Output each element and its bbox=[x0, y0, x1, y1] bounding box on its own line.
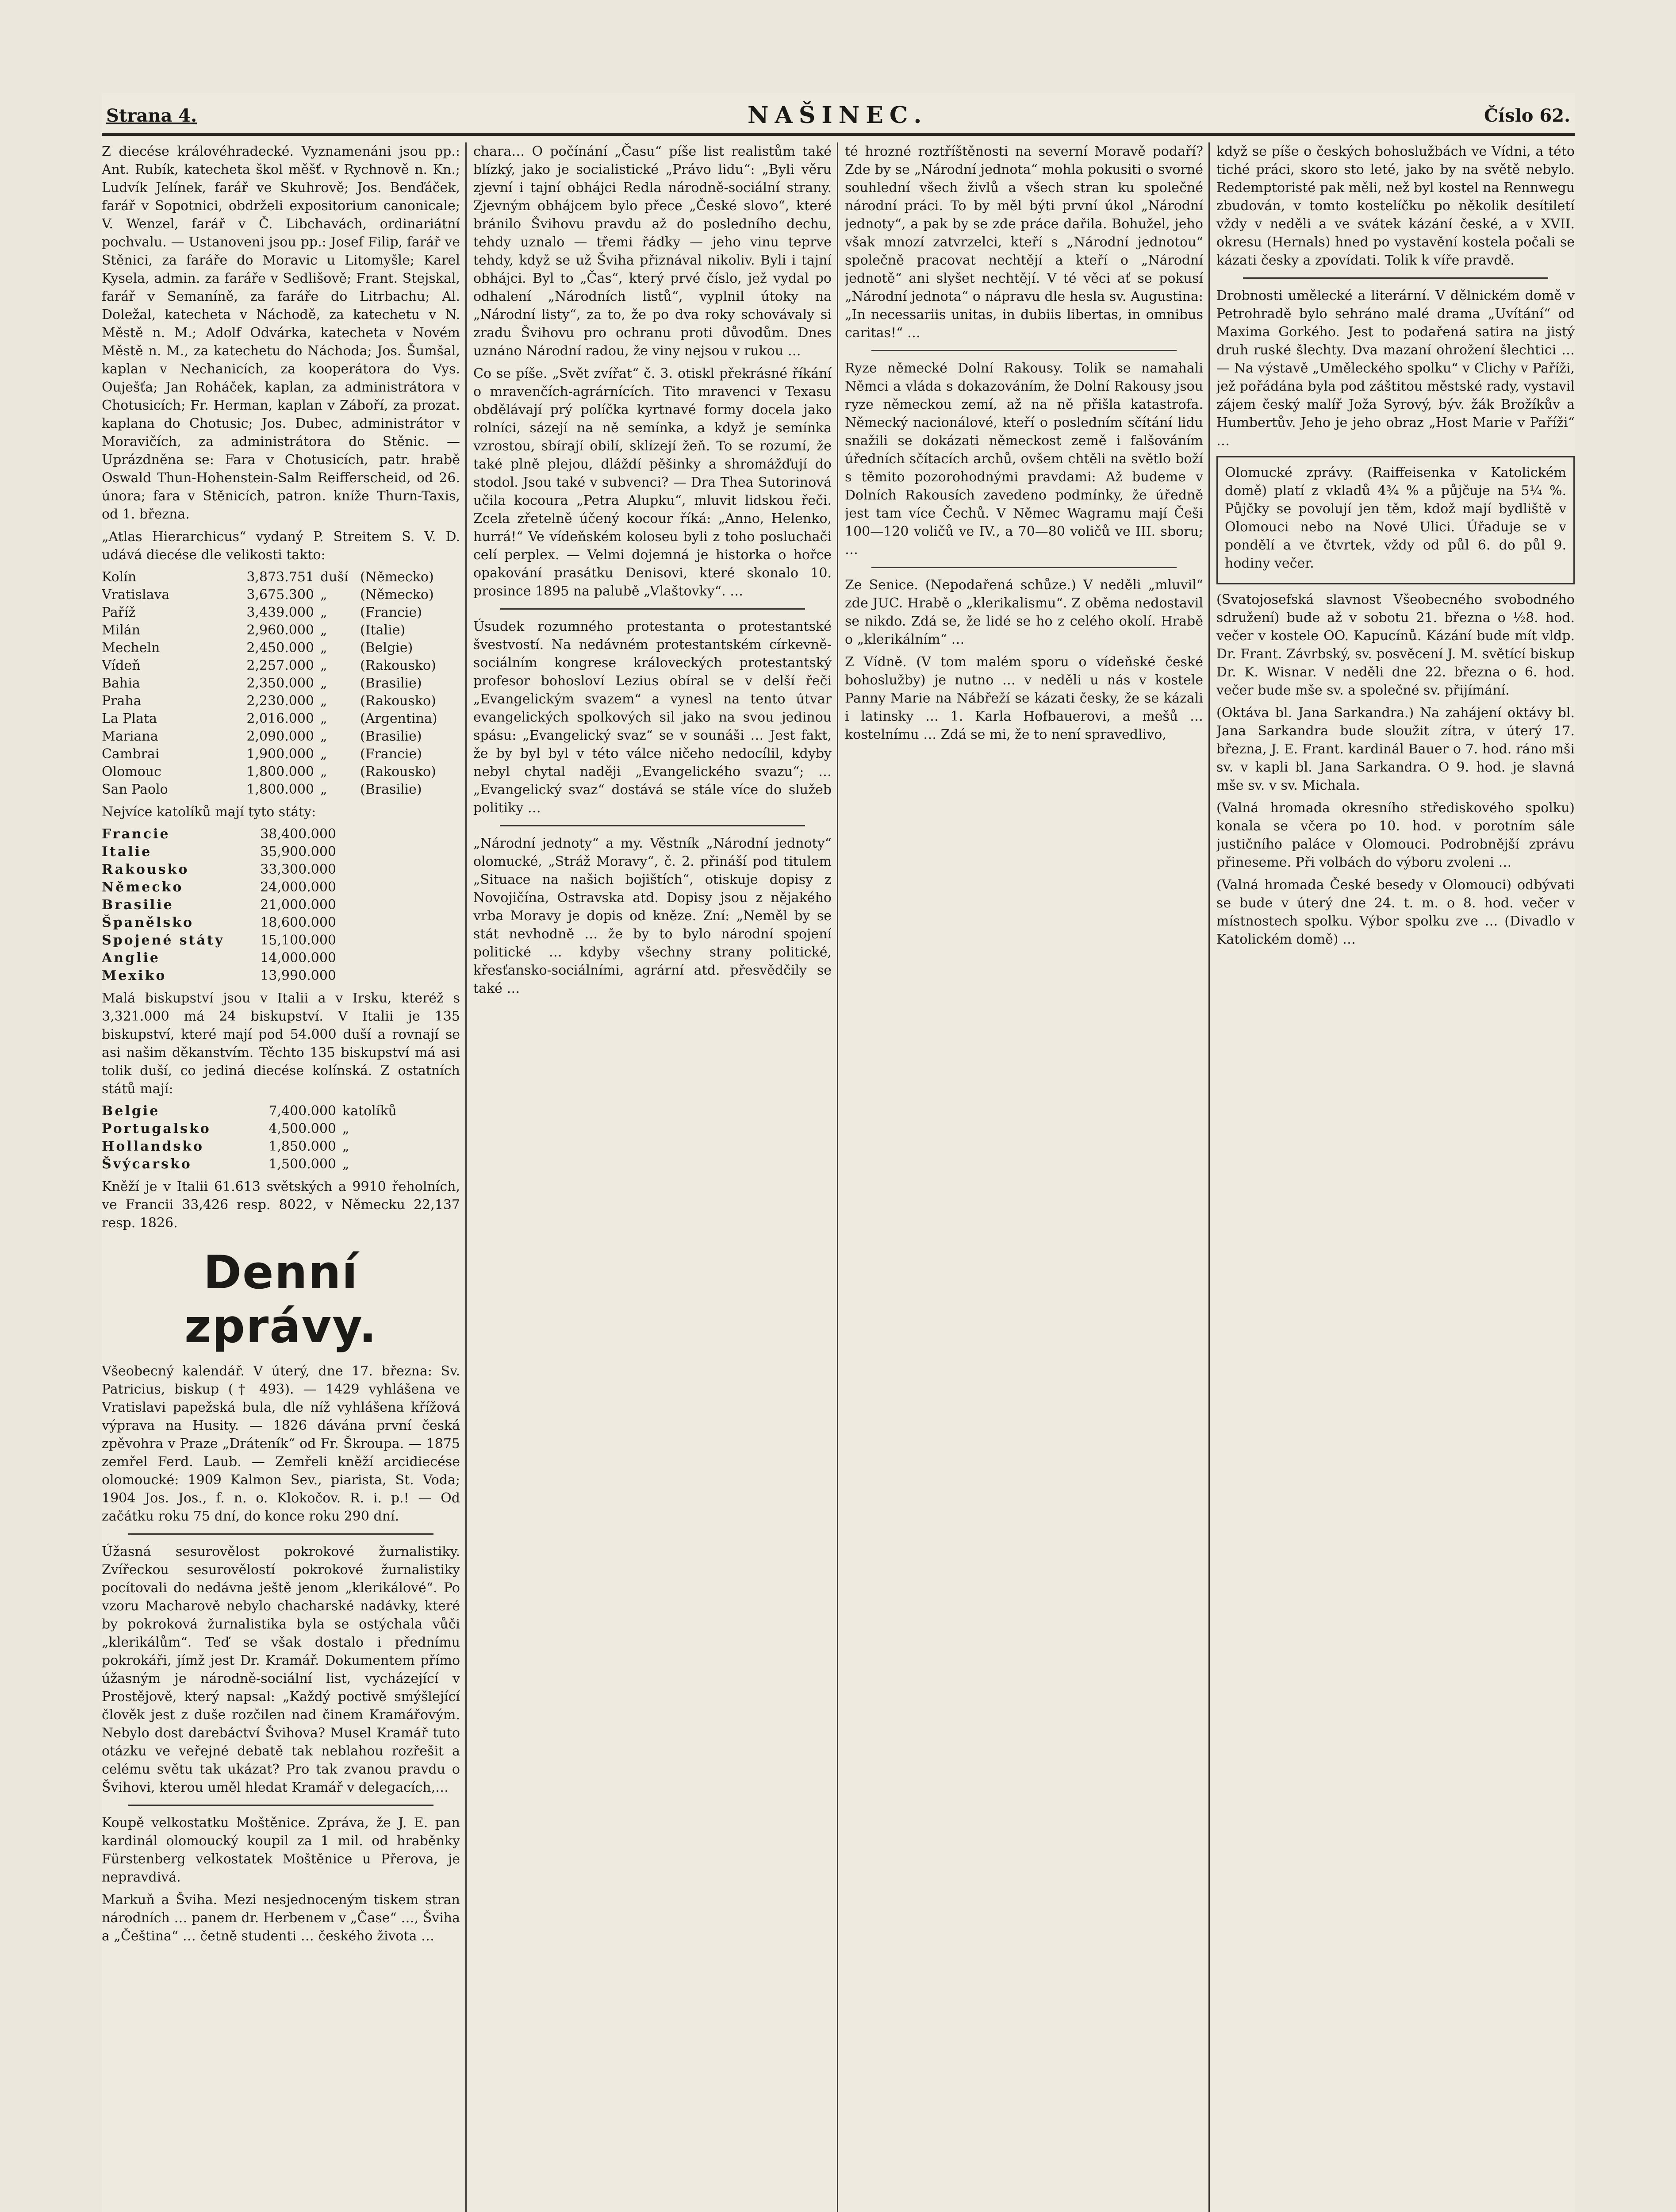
diocese-name: Praha bbox=[102, 693, 142, 709]
diocese-count: 2,230.000 bbox=[246, 693, 314, 709]
diocese-count: 3,439.000 bbox=[246, 605, 314, 620]
diocese-country: (Italie) bbox=[360, 622, 406, 638]
diocese-unit: „ bbox=[320, 729, 327, 744]
diocese-country: (Brasilie) bbox=[360, 782, 422, 797]
diocese-row bbox=[102, 728, 460, 745]
states-intro: Nejvíce katolíků mají tyto státy: bbox=[102, 804, 316, 820]
article-bishoprics: Malá biskupství jsou v Italii a v Irsku, kteréž s 3,321.000 má 24 biskupství. V Italii je 135 biskupství, které mají pod 54.000 duší a rovnají se asi našim děkanstvím. Těchto 135 biskupství má asi tolik duší, co jediná diecése kolínská. Z ostatních států mají: bbox=[102, 991, 460, 1097]
diocese-count: 3,873.751 bbox=[246, 569, 314, 585]
diocese-count: 2,350.000 bbox=[246, 676, 314, 691]
article-sarkander: (Oktáva bl. Jana Sarkandra.) Na zahájení oktávy bl. Jana Sarkandra bude sloužit zítra, v úterý 17. března, J. E. Frant. kardinál Bauer o 7. hod. ráno mši sv. v kapli bl. Jana Sarkandra. O 9. hod. je slavná mše sv. v sv. Michala. bbox=[1216, 705, 1575, 793]
diocese-unit: „ bbox=[320, 746, 327, 762]
state-unit: „ bbox=[342, 1139, 349, 1154]
state-row bbox=[102, 949, 460, 967]
diocese-count: 3,675.300 bbox=[246, 587, 314, 603]
diocese-row bbox=[102, 710, 460, 728]
diocese-unit: „ bbox=[320, 764, 327, 780]
diocese-name: Mariana bbox=[102, 729, 158, 744]
state-row bbox=[102, 896, 460, 914]
diocese-name: Bahia bbox=[102, 676, 140, 691]
diocese-count: 2,090.000 bbox=[246, 729, 314, 744]
diocese-count: 2,960.000 bbox=[246, 622, 314, 638]
diocese-name: Cambrai bbox=[102, 746, 160, 762]
article-vienna: Z Vídně. (V tom malém sporu o vídeňské české bohoslužby) je nutno … v neděli u nás v kostele Panny Marie na Nábřeží se kázati česky, že se kázali i latinsky … 1. Karla Hofbauerovi, a mešů … kostelnímu … Zdá se mi, že to není spravedlivo, bbox=[845, 654, 1203, 742]
diocese-row bbox=[102, 692, 460, 710]
diocese-name: Kolín bbox=[102, 569, 137, 585]
diocese-country: (Argentina) bbox=[360, 711, 437, 726]
divider bbox=[1243, 277, 1548, 279]
diocese-country: (Rakousko) bbox=[360, 764, 436, 780]
diocese-unit: „ bbox=[320, 605, 327, 620]
diocese-name: Vídeň bbox=[102, 658, 141, 673]
state-name: Hollandsko bbox=[102, 1139, 204, 1154]
state-name: Anglie bbox=[102, 950, 160, 966]
diocese-count: 1,800.000 bbox=[246, 782, 314, 797]
column-1 bbox=[102, 142, 460, 2212]
states-table bbox=[102, 826, 460, 985]
article-markun-sviha: Markuň a Šviha. Mezi nesjednoceným tiskem stran národních … panem dr. Herbenem v „Čase“ …, Šviha a „Čeština“ … četně studenti … českého života … bbox=[102, 1892, 460, 1944]
column-4 bbox=[1216, 142, 1575, 2212]
diocese-unit: „ bbox=[320, 782, 327, 797]
state-row bbox=[102, 1156, 460, 1173]
diocese-count: 2,450.000 bbox=[246, 640, 314, 656]
state-name: Mexiko bbox=[102, 968, 167, 983]
diocese-row bbox=[102, 622, 460, 639]
state-name: Italie bbox=[102, 844, 152, 860]
issue-number: Číslo 62. bbox=[1484, 105, 1570, 126]
state-count: 1,500.000 bbox=[268, 1156, 336, 1172]
diocese-unit: „ bbox=[320, 640, 327, 656]
diocese-name: Vratislava bbox=[102, 587, 170, 603]
diocese-name: Mecheln bbox=[102, 640, 160, 656]
state-row bbox=[102, 1138, 460, 1156]
diocese-country: (Rakousko) bbox=[360, 693, 436, 709]
article-vienna-cont: když se píše o českých bohoslužbách ve Vídni, a této tiché práci, skoro sto leté, jako by na světě nebylo. Redemptoristé pak měli, než byl kostel na Rennwegu zbudován, v tomto kostelíčku po několik desítiletí vždy v neděli a ve svátek kázání české, a v XVII. okresu (Hernals) hned po vystavění kostela počali se kázati česky a zpovídati. Tolik k víře pravdě. bbox=[1216, 144, 1575, 268]
diocese-country: (Brasilie) bbox=[360, 729, 422, 744]
state-count: 21,000.000 bbox=[260, 897, 336, 913]
diocese-country: (Francie) bbox=[360, 746, 422, 762]
state-row bbox=[102, 932, 460, 949]
diocese-country: (Belgie) bbox=[360, 640, 413, 656]
state-row bbox=[102, 967, 460, 985]
state-name: Švýcarsko bbox=[102, 1156, 192, 1172]
state-count: 4,500.000 bbox=[268, 1121, 336, 1137]
state-count: 13,990.000 bbox=[260, 968, 336, 983]
state-name: Spojené státy bbox=[102, 933, 225, 948]
diocese-row bbox=[102, 745, 460, 763]
column-2 bbox=[473, 142, 832, 2212]
state-count: 24,000.000 bbox=[260, 879, 336, 895]
article-diocese-hradec: Z diecése královéhradecké. Vyznamenáni jsou pp.: Ant. Rubík, katecheta škol měšť. v Rychnově n. Kn.; Ludvík Jelínek, farář ve Skuhrově; Jos. Benďáček, farář v Sopotnici, obdrželi expositorium canonicale; V. Wenzel, farář v Č. Libchavách, ordinariátní pochvalu. — Ustanoveni jsou pp.: Josef Filip, farář ve Stěnici, za faráře do Moravic u Litomyšle; Karel Kysela, admin. za faráře v Sedlišově; Frant. Stejskal, farář v Semaníně, za faráře do Litrbachu; Al. Doležal, katecheta v Náchodě, za katechetu v N. Městě n. M.; Adolf Odvárka, katecheta v Novém Městě n. M., za katechetu do Náchoda; Jos. Šumšal, kaplan v Nechanicích, za kooperátora do Vys. Ouješťa; Jan Roháček, kaplan, za administrátora v Chotusicích; Fr. Herman, kaplan v Záboří, za prozat. kaplana do Chotusic; Jos. Dubec, administrátor v Moravičích, za administrátora do Stěnic. — Uprázdněna se: Fara v Chotusicích, patr. hrabě Oswald Thun-Hohenstein-Salm Reifferscheid, od 26. února; fara v Stěnicích, patron. kníže Thurn-Taxis, od 1. března. bbox=[102, 144, 460, 522]
article-lower-austria: Ryze německé Dolní Rakousy. Tolik se namahali Němci a vláda s dokazováním, že Dolní Rakousy jsou ryze německou zemí, až na ně přišla katastrofa. Německý nacionálové, kteří o posledním sčítání lidu snažili se dokázati německost země i falšováním úředních sčítacích archů, ovšem chtěli na světlo boží s těmito pozorohodnými pravdami: Až budeme v Dolních Rakousích zavedeno podmínky, že úředně jest tam více Čechů. V Němec Wagramu mají Češi 100—120 voličů ve IV., a 70—80 voličů ve III. sboru; … bbox=[845, 361, 1203, 557]
article-atlas-intro: „Atlas Hierarchicus“ vydaný P. Streitem S. V. D. udává diecése dle velikosti takto: bbox=[102, 529, 460, 563]
diocese-country: (Francie) bbox=[360, 605, 422, 620]
article-art-literature: Drobnosti umělecké a literární. V dělnickém domě v Petrohradě bylo sehráno malé drama „Uvítání“ od Maxima Gorkého. Jest to podařená satira na jistý druh ruské šlechty. Dva mazaní ohrožení šlechtici … — Na výstavě „Uměleckého spolku“ v Clichy v Paříži, jež pořádána byla pod záštitou městské rady, vystavil zájem český malíř Joža Syrový, býv. žák Brožíkův a Humbertův. Jeho je jeho obraz „Host Marie v Paříži“ … bbox=[1216, 288, 1575, 449]
state-count: 14,000.000 bbox=[260, 950, 336, 966]
state-row bbox=[102, 879, 460, 896]
column-rule bbox=[465, 142, 467, 2212]
diocese-count: 1,900.000 bbox=[246, 746, 314, 762]
divider bbox=[500, 825, 805, 826]
divider bbox=[128, 1805, 433, 1806]
state-count: 7,400.000 bbox=[268, 1103, 336, 1119]
diocese-table bbox=[102, 568, 460, 799]
state-unit: „ bbox=[342, 1121, 349, 1137]
diocese-row bbox=[102, 657, 460, 675]
masthead: NAŠINEC. bbox=[748, 102, 928, 129]
page-header bbox=[102, 93, 1575, 136]
diocese-count: 1,800.000 bbox=[246, 764, 314, 780]
section-title-daily-news: Denní zprávy. bbox=[184, 1245, 377, 1353]
article-senice: Ze Senice. (Nepodařená schůze.) V neděli „mluvil“ zde JUC. Hrabě o „klerikalismu“. Z oběma nedostavil se nikdo. Zdá se, že lidé se ho z celého okolí. Hrabě o „klerikálním“ … bbox=[845, 577, 1203, 647]
diocese-unit: duší bbox=[320, 569, 349, 585]
diocese-name: Olomouc bbox=[102, 764, 161, 780]
state-row bbox=[102, 914, 460, 932]
newspaper-page bbox=[102, 93, 1575, 2212]
state-name: Belgie bbox=[102, 1103, 160, 1119]
state-row bbox=[102, 843, 460, 861]
state-name: Německo bbox=[102, 879, 184, 895]
article-journalism: Úžasná sesurovělost pokrokové žurnalistiky. Zvířeckou sesurovělostí pokrokové žurnalistiky pocítovali do nedávna ještě jenom „klerikálové“. Po vzoru Macharově nebylo chacharské nadávky, které by pokroková žurnalistika byla se ostýchala vůči „klerikálům“. Teď se však dostalo i přednímu pokrokáři, jímž jest Dr. Kramář. Dokumentem přímo úžasným je národně-sociální list, vycházející v Prostějově, který napsal: „Každý poctivě smýšlející člověk jest z duše rozčilen nad činem Kramářovým. Nebylo dost darebáctví Švihova? Musel Kramář tuto otázku ve veřejné debatě tak neblahou rozřešit a celému světu tak ukázat? Pro tak zvanou pravdu o Švihovi, kterou uměl hledat Kramář v delegacích,… bbox=[102, 1544, 460, 1795]
state-row bbox=[102, 1102, 460, 1120]
diocese-name: San Paolo bbox=[102, 782, 168, 797]
diocese-row bbox=[102, 568, 460, 586]
article-olomouc-news: Olomucké zprávy. (Raiffeisenka v Katolickém domě) platí z vkladů 4¾ % a půjčuje na 5¼ %. Půjčky se povolují jen těm, kdož mají bydliště v Olomouci nebo na Nové Ulici. Úřaduje se v pondělí a ve čtvrtek, vždy od půl 6. do půl 9. hodiny večer. bbox=[1225, 465, 1566, 571]
state-row bbox=[102, 861, 460, 879]
diocese-count: 2,257.000 bbox=[246, 658, 314, 673]
diocese-name: Paříž bbox=[102, 605, 136, 620]
diocese-country: (Německo) bbox=[360, 569, 434, 585]
diocese-country: (Rakousko) bbox=[360, 658, 436, 673]
article-calendar: Všeobecný kalendář. V úterý, dne 17. března: Sv. Patricius, biskup († 493). — 1429 vyhlášena ve Vratislavi papežská bula, dle níž vyhlášena křížová výprava na Husity. — 1826 dávána první česká zpěvohra v Praze „Dráteník“ od Fr. Škroupa. — 1875 zemřel Ferd. Laub. — Zemřeli kněží arcidiecése olomoucké: 1909 Kalmon Sev., piarista, St. Voda; 1904 Jos. Jos., f. n. o. Klokočov. R. i. p.! — Od začátku roku 75 dní, do konce roku 290 dní. bbox=[102, 1363, 460, 1524]
state-count: 33,300.000 bbox=[260, 862, 336, 877]
state-name: Rakousko bbox=[102, 862, 189, 877]
divider bbox=[871, 567, 1177, 568]
state-row bbox=[102, 1120, 460, 1138]
diocese-unit: „ bbox=[320, 693, 327, 709]
article-ceska-beseda: (Valná hromada České besedy v Olomouci) odbývati se bude v úterý dne 24. t. m. o 8. hod. večer v místnostech spolku. Výbor spolku zve … (Divadlo v Katolickém domě) … bbox=[1216, 877, 1575, 947]
divider bbox=[128, 1533, 433, 1535]
article-protestant: Úsudek rozumného protestanta o protestantské švestvostí. Na nedávném protestantském církevně-sociálním kongrese královeckých protestantský profesor bohosloví Lezius obíral se v delší řeči „Evangelickým svazem“ a vynesl na tento útvar evangelických spolkových sil jako na svou jedinou spásu: „Evangelický svaz“ se v sounáši … Jest fakt, že by byl byl v této válce ničeho nedocílil, kdyby nebyl chytal naději „Evangelického svazu“; … „Evangelický svaz“ dostává se stále více do služeb politiky … bbox=[473, 619, 832, 816]
diocese-row bbox=[102, 604, 460, 622]
state-name: Španělsko bbox=[102, 915, 194, 930]
state-row bbox=[102, 826, 460, 843]
article-co-se-pise: Co se píše. „Svět zvířat“ č. 3. otiskl překrásné říkání o mravenčích-agrárnících. Tito mravenci v Texasu obdělávají prý políčka kyrtnavé formy docela jako rolníci, sázejí na ně semínka, a když je semínka vzrostou, sbírají obilí, sklízejí žeň. To se rozumí, že také plně plejou, dláždí pěšinky a shromážďují do stodol. Jsou také v subvenci? — Dra Thea Sutorinová učila kocoura „Petra Alupku“, mluvit lidskou řeči. Zcela zřetelně účený kocour říká: „Anno, Helenko, hurrá!“ Ve vídeňském koloseu byli z toho posluchači celí perplex. — Velmi dojemná je historka o hořce opakování prasátku Denisovi, které skonalo 10. prosince 1895 na palubě „Vlaštovky“. … bbox=[473, 366, 832, 599]
diocese-row bbox=[102, 763, 460, 781]
diocese-row bbox=[102, 639, 460, 657]
article-st-joseph: (Svatojosefská slavnost Všeobecného svobodného sdružení) bude až v sobotu 21. března o ½8. hod. večer v kostele OO. Kapucínů. Kázání bude mít vldp. Dr. Frant. Závrbský, sv. posvěcení J. M. světící biskup Dr. K. Wisnar. V neděli dne 22. března o 6. hod. večer bude mše sv. a společné sv. přijímání. bbox=[1216, 592, 1575, 698]
article-priests: Kněží je v Italii 61.613 světských a 9910 řeholních, ve Francii 33,426 resp. 8022, v Německu 22,137 resp. 1826. bbox=[102, 1179, 460, 1231]
boxed-notice-raiffeisen bbox=[1216, 456, 1575, 584]
state-count: 35,900.000 bbox=[260, 844, 336, 860]
diocese-unit: „ bbox=[320, 711, 327, 726]
state-unit: katolíků bbox=[342, 1103, 397, 1119]
diocese-row bbox=[102, 586, 460, 604]
state-name: Francie bbox=[102, 826, 170, 842]
page-number: Strana 4. bbox=[106, 105, 197, 126]
states-table-2 bbox=[102, 1102, 460, 1173]
column-3 bbox=[845, 142, 1203, 2212]
article-cas: chara… O počínání „Času“ píše list realistům také blízký, jako je socialistické „Právo lidu“: „Byli věru zjevní i tajní obhájci Redla národně-sociální strany. Zjevným obhájcem bylo přece „České slovo“, které bránilo Švihovu pravdu až do posledního dechu, tehdy uznalo — třemi řádky — jeho vinu teprve tehdy, když se už Šviha přiznával nikoliv. Byli i tajní obhájci. Byl to „Čas“, který prvé číslo, jež vydal po odhalení „Národních listů“, vyplnil útoky na „Národní listy“, za to, že po dva roky schovávaly si zradu Švihovu pro ochranu proti důvodům. Dnes uznáno Národní radou, že viny nejsou v rukou … bbox=[473, 144, 832, 359]
diocese-unit: „ bbox=[320, 587, 327, 603]
article-general-meeting: (Valná hromada okresního střediskového spolku) konala se včera po 10. hod. v porotním sále justičního paláce v Olomouci. Podrobnější zprávu přineseme. Při volbách do výboru zvoleni … bbox=[1216, 800, 1575, 870]
diocese-name: La Plata bbox=[102, 711, 157, 726]
diocese-row bbox=[102, 675, 460, 692]
state-count: 15,100.000 bbox=[260, 933, 336, 948]
state-count: 1,850.000 bbox=[268, 1139, 336, 1154]
diocese-unit: „ bbox=[320, 658, 327, 673]
state-unit: „ bbox=[342, 1156, 349, 1172]
column-rule bbox=[1208, 142, 1210, 2212]
diocese-name: Milán bbox=[102, 622, 141, 638]
article-moravia-north: té hrozné roztříštěnosti na severní Moravě podaří? Zde by se „Národní jednota“ mohla pokusiti o svorné souhlední všech živlů a všech stran ku společné národní práci. To by měl býti první úkol „Národní jednoty“, a pak by se zde práce dařila. Bohužel, jeho však mnozí zatvrzelci, kteří s „Národní jednotou“ společně pracovat nechtějí a kteří o „Národní jednotě“ ani slyšet nechtějí. V té věci ať se pokusí „Národní jednota“ o nápravu dle hesla sv. Augustina: „In necessariis unitas, in dubiis libertas, in omnibus caritas!“ … bbox=[845, 144, 1203, 341]
article-mostenice: Koupě velkostatku Moštěnice. Zpráva, že J. E. pan kardinál olomoucký koupil za 1 mil. od hraběnky Fürstenberg velkostatek Moštěnice u Přerova, je nepravdivá. bbox=[102, 1815, 460, 1885]
diocese-row bbox=[102, 781, 460, 799]
diocese-unit: „ bbox=[320, 622, 327, 638]
article-narodni-jednoty: „Národní jednoty“ a my. Věstník „Národní jednoty“ olomucké, „Stráž Moravy“, č. 2. přináší pod titulem „Situace na našich bojištích“, otiskuje dopisy z Novojičína, Ostravska atd. Dopisy jsou z nějakého vrba Moravy je dopis od kněze. Zní: „Neměl by se stát nevhodně … že by to bylo národní spojení politické … kdyby všechny strany politické, křesťansko-sociálními, agrární atd. přesvědčily se také … bbox=[473, 836, 832, 996]
divider bbox=[500, 608, 805, 610]
divider bbox=[871, 350, 1177, 351]
state-name: Brasilie bbox=[102, 897, 174, 913]
column-rule bbox=[837, 142, 838, 2212]
diocese-country: (Německo) bbox=[360, 587, 434, 603]
diocese-unit: „ bbox=[320, 676, 327, 691]
state-count: 18,600.000 bbox=[260, 915, 336, 930]
diocese-count: 2,016.000 bbox=[246, 711, 314, 726]
diocese-country: (Brasilie) bbox=[360, 676, 422, 691]
state-count: 38,400.000 bbox=[260, 826, 336, 842]
state-name: Portugalsko bbox=[102, 1121, 211, 1137]
